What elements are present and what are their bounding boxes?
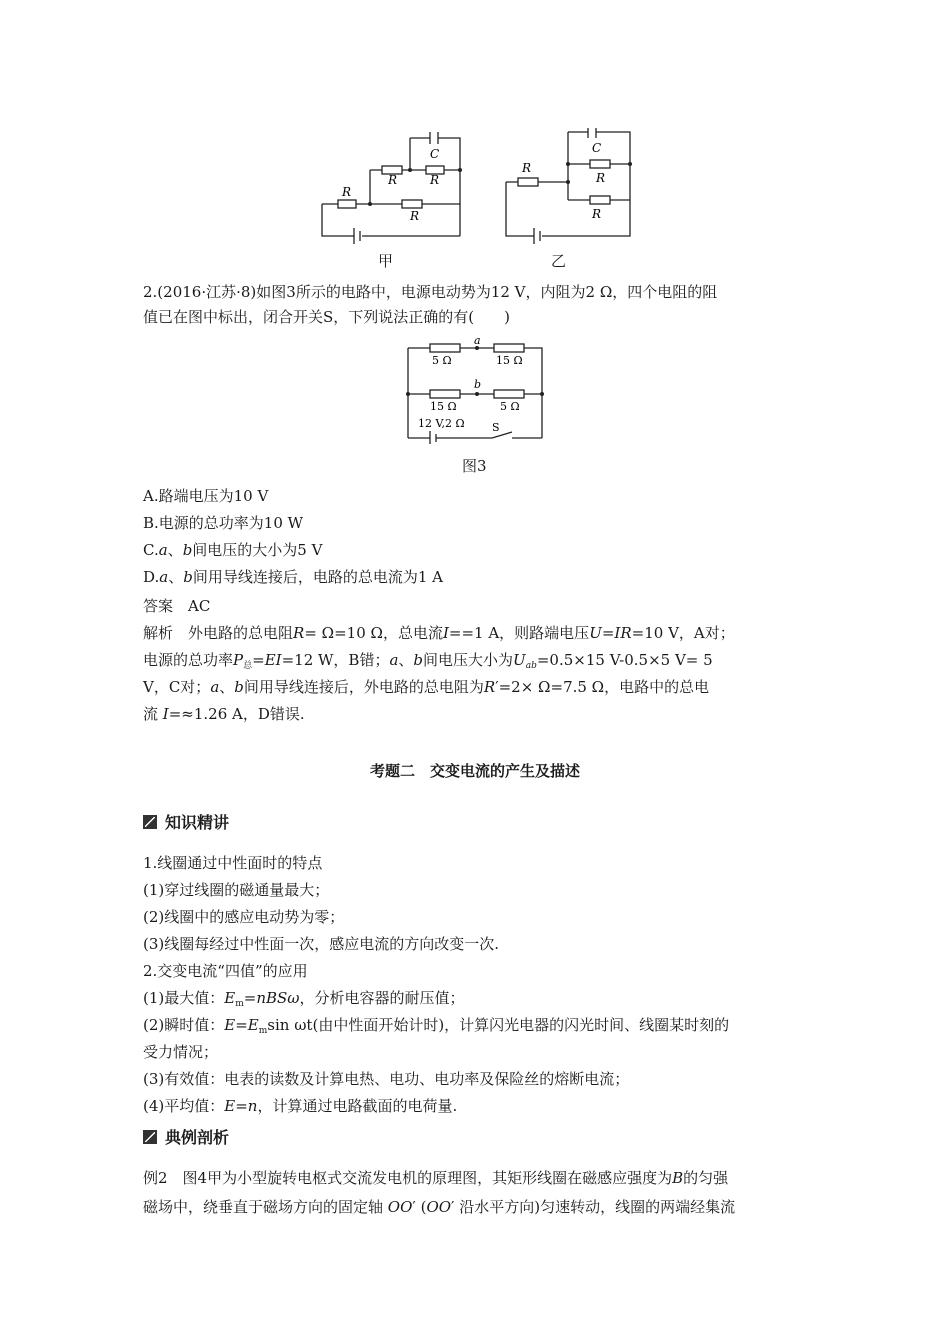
- section-title: 考题二 交变电流的产生及描述: [369, 762, 580, 780]
- analysis-line4: 流 I=≈1.26 A，D错误.: [143, 705, 305, 723]
- knowledge-p1-3: (3)线圈每经过中性面一次，感应电流的方向改变一次.: [143, 935, 500, 953]
- knowledge-p1: 1.线圈通过中性面时的特点: [143, 854, 323, 872]
- knowledge-p2-2-cont: 受力情况；: [143, 1043, 219, 1061]
- yi-r-label-3: R: [522, 161, 532, 175]
- option-d: D.a、b间用导线连接后，电路的总电流为1 A: [143, 568, 443, 586]
- circuit-figure-yi: [502, 128, 636, 244]
- jia-r-label-4: R: [410, 209, 420, 223]
- knowledge-p2: 2.交变电流“四值”的应用: [143, 962, 308, 980]
- knowledge-p2-3: (3)有效值：电表的读数及计算电热、电功、电功率及保险丝的熔断电流；: [143, 1070, 630, 1088]
- fig3-source-label: 12 V,2 Ω: [418, 417, 465, 430]
- fig3-node-a: a: [474, 336, 481, 347]
- jia-r-label-2: R: [430, 173, 440, 187]
- option-c: C.a、b间电压的大小为5 V: [143, 541, 323, 559]
- circuit-figure-3: [404, 336, 546, 444]
- example-line2: 磁场中，绕垂直于磁场方向的固定轴 OO′ (OO′ 沿水平方向)匀速转动，线圈的两端经集流: [143, 1198, 736, 1216]
- fig3-r-mid-left-label: 15 Ω: [430, 400, 457, 413]
- knowledge-p1-2: (2)线圈中的感应电动势为零；: [143, 908, 345, 926]
- knowledge-p1-1: (1)穿过线圈的磁通量最大；: [143, 881, 330, 899]
- yi-r-label-1: R: [596, 171, 606, 185]
- analysis-line1: 解析 外电路的总电阻R= Ω=10 Ω，总电流I==1 A，则路端电压U=IR=10 V，A对；: [143, 624, 735, 642]
- problem-stem-line1: 2.(2016·江苏·8)如图3所示的电路中，电源电动势为12 V，内阻为2 Ω，四个电阻的阻: [143, 283, 718, 301]
- yi-caption: 乙: [551, 252, 567, 270]
- fig3-caption: 图3: [462, 457, 487, 475]
- answer: 答案 AC: [143, 597, 211, 615]
- jia-r-label-1: R: [388, 173, 398, 187]
- knowledge-p2-1: (1)最大值：$E_m=nBS\omega$，分析电容器的耐压值；: [143, 989, 465, 1009]
- example-line1: 例2 图4甲为小型旋转电枢式交流发电机的原理图，其矩形线圈在磁感应强度为B的匀强: [143, 1169, 729, 1187]
- knowledge-heading: 知识精讲: [143, 812, 229, 834]
- heading-marker-icon: [143, 815, 157, 829]
- fig3-r-top-right-label: 15 Ω: [496, 354, 523, 367]
- fig3-switch-label: S: [492, 421, 500, 434]
- option-b: B.电源的总功率为10 W: [143, 514, 304, 532]
- jia-r-label-3: R: [342, 185, 352, 199]
- knowledge-p2-4: (4)平均值：E=n，计算通过电路截面的电荷量.: [143, 1097, 458, 1115]
- option-a: A.路端电压为10 V: [143, 487, 269, 505]
- fig3-r-top-left-label: 5 Ω: [432, 354, 452, 367]
- jia-caption: 甲: [378, 252, 394, 270]
- fig3-r-mid-right-label: 5 Ω: [500, 400, 520, 413]
- analysis-line3: V，C对；a、b间用导线连接后，外电路的总电阻为R′=2× Ω=7.5 Ω，电路中的总电: [143, 678, 710, 696]
- yi-c-label: C: [592, 141, 602, 155]
- yi-r-label-2: R: [592, 207, 602, 221]
- circuit-figure-jia: [318, 128, 468, 244]
- jia-c-label: C: [430, 147, 440, 161]
- analysis-line2: 电源的总功率$P_总=EI=12$ W，B错；a、b间电压大小为$U_{ab}=0.5\times 15$ V-0.5×5 V= 5: [143, 651, 713, 671]
- problem-stem-line2: 值已在图中标出，闭合开关S，下列说法正确的有( ): [143, 308, 510, 326]
- fig3-node-b: b: [474, 378, 482, 391]
- heading-marker-icon: [143, 1130, 157, 1144]
- knowledge-p2-2: (2)瞬时值：$E=E_m\sin$ ωt(由中性面开始计时)，计算闪光电器的闪光时间、线圈某时刻的: [143, 1016, 730, 1036]
- example-heading: 典例剖析: [143, 1127, 229, 1149]
